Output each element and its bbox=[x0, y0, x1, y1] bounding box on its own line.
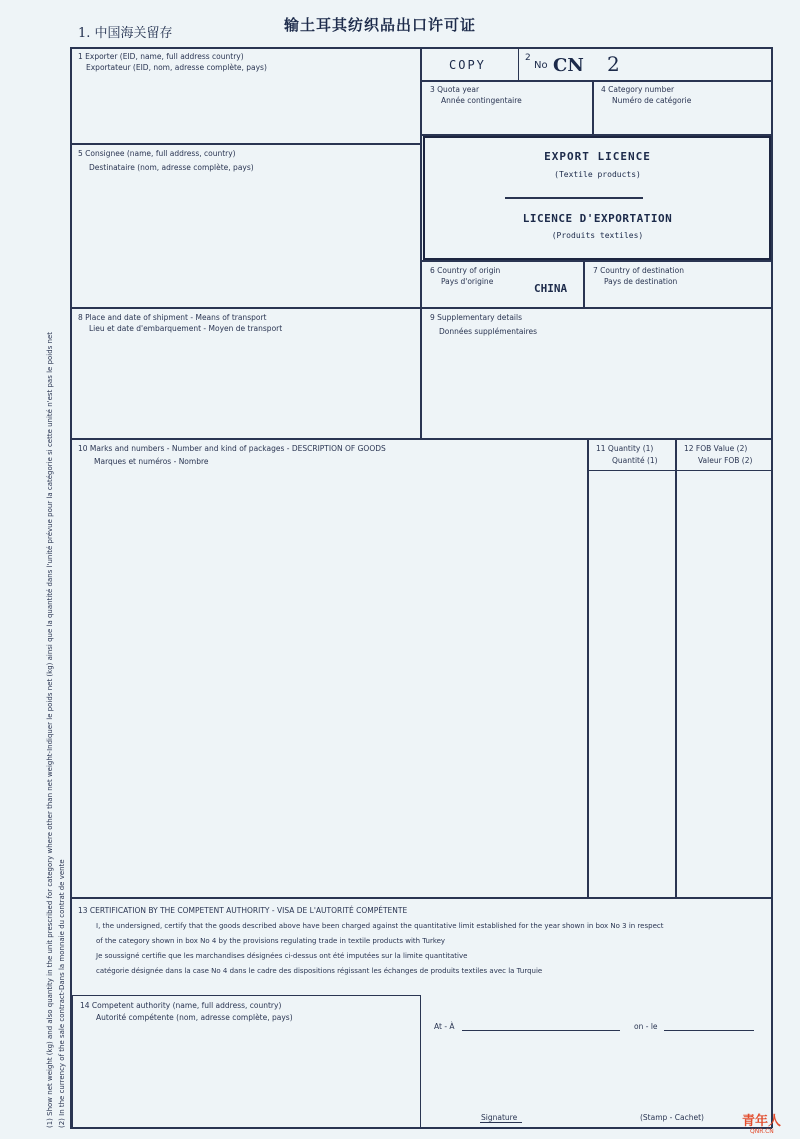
licence-title-en: EXPORT LICENCE bbox=[544, 150, 651, 163]
licence-subtitle-fr: (Produits textiles) bbox=[551, 231, 644, 240]
frame-right bbox=[771, 47, 773, 1128]
cn-prefix: CN bbox=[553, 55, 584, 76]
box10-label-fr: Marques et numéros - Nombre bbox=[94, 457, 209, 466]
signature-label: Signature bbox=[481, 1113, 518, 1122]
place-line bbox=[462, 1030, 620, 1031]
box14-label-fr: Autorité compétente (nom, adresse complète, pays) bbox=[96, 1013, 293, 1022]
divider-box3-box4 bbox=[592, 80, 594, 135]
line-box67-top bbox=[420, 260, 772, 262]
footnote-2: (2) In the currency of the sale contract-Dans la monnaie du contrat de vente bbox=[58, 859, 66, 1128]
box6-label-en: 6 Country of origin bbox=[430, 266, 501, 275]
country-of-origin-value: CHINA bbox=[534, 282, 568, 295]
box12-label-en: 12 FOB Value (2) bbox=[684, 444, 748, 453]
form-title: 输土耳其纺织品出口许可证 bbox=[284, 16, 477, 34]
frame-left bbox=[70, 47, 72, 1128]
box8-label-fr: Lieu et date d'embarquement - Moyen de transport bbox=[89, 324, 283, 333]
box10-label-en: 10 Marks and numbers - Number and kind of packages - DESCRIPTION OF GOODS bbox=[78, 444, 386, 453]
divider-box11-box12 bbox=[675, 438, 677, 898]
copy-label: COPY bbox=[449, 58, 486, 72]
box11-label-en: 11 Quantity (1) bbox=[596, 444, 654, 453]
box6-label-fr: Pays d'origine bbox=[441, 277, 494, 286]
box4-label-fr: Numéro de catégorie bbox=[612, 96, 692, 105]
divider-box10-box11 bbox=[587, 438, 589, 898]
copy-number-sup: 2 bbox=[525, 53, 531, 63]
line-copy-bottom bbox=[420, 80, 772, 82]
box9-label-en: 9 Supplementary details bbox=[430, 313, 522, 322]
box7-label-fr: Pays de destination bbox=[604, 277, 678, 286]
line-box1-bottom bbox=[70, 143, 421, 145]
line-box11-header bbox=[587, 470, 772, 471]
no-prefix: No bbox=[534, 60, 548, 71]
box14-label-en: 14 Competent authority (name, full address, country) bbox=[80, 1001, 282, 1010]
box11-label-fr: Quantité (1) bbox=[612, 456, 658, 465]
box4-label-en: 4 Category number bbox=[601, 85, 675, 94]
box12-label-fr: Valeur FOB (2) bbox=[698, 456, 753, 465]
box13-line2: of the category shown in box No 4 by the provisions regulating trade in textile products with Turkey bbox=[96, 937, 446, 945]
box8-label-en: 8 Place and date of shipment - Means of transport bbox=[78, 313, 267, 322]
box9-label-fr: Données supplémentaires bbox=[439, 327, 538, 336]
licence-number: 2 bbox=[607, 52, 620, 76]
line-box13-top bbox=[70, 897, 772, 899]
box1-label-fr: Exportateur (EID, nom, adresse complète, pays) bbox=[86, 63, 267, 72]
box7-label-en: 7 Country of destination bbox=[593, 266, 684, 275]
box5-label-fr: Destinataire (nom, adresse complète, pays) bbox=[89, 163, 254, 172]
line-box5-bottom bbox=[70, 307, 421, 309]
signature-underline bbox=[480, 1122, 522, 1123]
watermark-logo: 青年人 bbox=[742, 1114, 782, 1129]
licence-title-fr: LICENCE D'EXPORTATION bbox=[522, 212, 673, 225]
box3-label-en: 3 Quota year bbox=[430, 85, 480, 94]
frame-bottom bbox=[70, 1127, 772, 1129]
divider-mid bbox=[420, 47, 422, 439]
copy-destination-label: 1. 中国海关留存 bbox=[78, 26, 173, 41]
licence-separator bbox=[505, 197, 643, 199]
stamp-label: (Stamp - Cachet) bbox=[640, 1113, 704, 1122]
box3-label-fr: Année contingentaire bbox=[441, 96, 522, 105]
divider-box6-box7 bbox=[583, 260, 585, 308]
box13-line1: I, the undersigned, certify that the goods described above have been charged against the quantitative limit established for the year shown in box No 3 in respect bbox=[96, 922, 664, 930]
line-box10-top bbox=[70, 438, 772, 440]
box13-line4: catégorie désignée dans la case No 4 dans le cadre des dispositions régissant les échanges de produits textiles avec la Turquie bbox=[96, 967, 543, 975]
licence-subtitle-en: (Textile products) bbox=[554, 170, 641, 179]
box13-line3: Je soussigné certifie que les marchandises désignées ci-dessus ont été imputées sur la limite quantitative bbox=[96, 952, 468, 960]
place-label: At - À bbox=[434, 1022, 455, 1031]
box5-label-en: 5 Consignee (name, full address, country) bbox=[78, 149, 236, 158]
box1-label-en: 1 Exporter (EID, name, full address country) bbox=[78, 52, 244, 61]
date-label: on - le bbox=[634, 1022, 658, 1031]
date-line bbox=[664, 1030, 754, 1031]
watermark-url: QNR.CN bbox=[750, 1128, 774, 1135]
footnote-1: (1) Show net weight (kg) and also quantity in the unit prescribed for category where other than net weight-Indiquer le poids net (kg) ainsi que la quantité dans l'unité prévue pour la catégorie si cette unité n'est pas le poids net bbox=[46, 331, 54, 1128]
box13-title: 13 CERTIFICATION BY THE COMPETENT AUTHORITY - VISA DE L'AUTORITÉ COMPÉTENTE bbox=[78, 906, 408, 915]
copy-divider bbox=[518, 47, 519, 81]
line-box67-bottom bbox=[420, 307, 772, 309]
